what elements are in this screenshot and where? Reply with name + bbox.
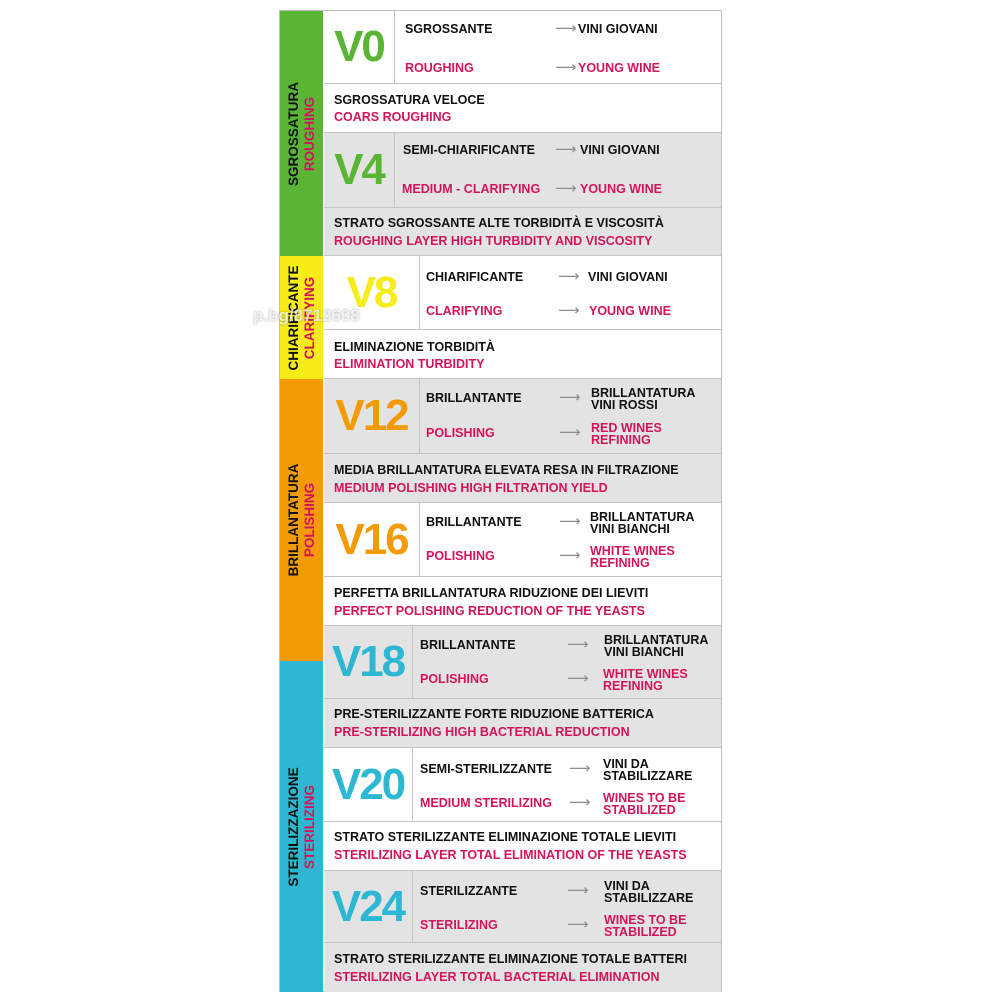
filter-v24-type-en: STERILIZING bbox=[420, 918, 498, 932]
category-sterilizing-label bbox=[286, 767, 318, 886]
filter-v8-type-en: CLARIFYING bbox=[426, 304, 503, 318]
filter-v24-desc-it: STRATO STERILIZZANTE ELIMINAZIONE TOTALE BATTERI bbox=[334, 952, 687, 966]
category-polishing-en: POLISHING bbox=[301, 482, 317, 558]
filter-v12-row bbox=[324, 379, 721, 454]
right-arrow-icon: ⟶ bbox=[558, 302, 580, 319]
right-arrow-icon: ⟶ bbox=[555, 20, 577, 37]
filter-v16-code: V16 bbox=[335, 514, 408, 564]
filter-v20-use-it-2: STABILIZZARE bbox=[603, 769, 693, 783]
filter-v20-type-en: MEDIUM STERILIZING bbox=[420, 796, 552, 810]
filter-v16-description bbox=[324, 577, 721, 626]
filter-v4-type-it: SEMI-CHIARIFICANTE bbox=[403, 143, 535, 157]
filter-v4-type-en: MEDIUM - CLARIFYING bbox=[402, 182, 541, 196]
category-sterilizing-en: STERILIZING bbox=[301, 784, 317, 869]
filter-v0-desc-it: SGROSSATURA VELOCE bbox=[334, 93, 485, 107]
filter-v4-desc-it: STRATO SGROSSANTE ALTE TORBIDITÀ E VISCOSITÀ bbox=[334, 216, 664, 230]
right-arrow-icon: ⟶ bbox=[555, 59, 577, 76]
category-roughing-it: SGROSSATURA bbox=[285, 81, 301, 186]
category-polishing-label bbox=[286, 464, 318, 577]
filter-v0-use-en: YOUNG WINE bbox=[578, 61, 660, 75]
filter-v20-use-en-1: WINES TO BE bbox=[603, 791, 686, 805]
filter-v4-code: V4 bbox=[334, 145, 384, 194]
right-arrow-icon: ⟶ bbox=[559, 547, 581, 564]
filter-v0-row bbox=[324, 11, 721, 84]
filter-v12-desc-en: MEDIUM POLISHING HIGH FILTRATION YIELD bbox=[334, 481, 608, 495]
filter-v8-use-it: VINI GIOVANI bbox=[588, 270, 668, 284]
filter-v16-use-en-1: WHITE WINES bbox=[590, 544, 675, 558]
filter-v20-type-it: SEMI-STERILIZZANTE bbox=[420, 762, 552, 776]
filter-v20-use-it-1: VINI DA bbox=[603, 757, 649, 771]
filter-v20-row bbox=[324, 748, 721, 822]
filter-v4-use-en: YOUNG WINE bbox=[580, 182, 662, 196]
filter-v0-type-it: SGROSSANTE bbox=[405, 22, 493, 36]
filter-v18-use-en-2: REFINING bbox=[603, 679, 663, 693]
filter-v4-desc-en: ROUGHING LAYER HIGH TURBIDITY AND VISCOSITY bbox=[334, 234, 653, 248]
filter-v8-use-en: YOUNG WINE bbox=[589, 304, 671, 318]
filter-v4-use-it: VINI GIOVANI bbox=[580, 143, 660, 157]
filter-v20-desc-en: STERILIZING LAYER TOTAL ELIMINATION OF THE YEASTS bbox=[334, 848, 687, 862]
filter-v8-description bbox=[324, 330, 721, 379]
category-clarifying-it: CHIARIFICANTE bbox=[285, 265, 301, 370]
right-arrow-icon: ⟶ bbox=[569, 760, 591, 777]
filter-v18-description bbox=[324, 699, 721, 748]
filter-v16-use-it-2: VINI BIANCHI bbox=[590, 522, 670, 536]
filter-v12-description bbox=[324, 454, 721, 503]
filter-v8-desc-en: ELIMINATION TURBIDITY bbox=[334, 357, 485, 371]
filter-v18-use-en-1: WHITE WINES bbox=[603, 667, 688, 681]
filter-v4-row bbox=[324, 133, 721, 208]
filter-v12-desc-it: MEDIA BRILLANTATURA ELEVATA RESA IN FILTRAZIONE bbox=[334, 463, 679, 477]
filter-v8-code: V8 bbox=[346, 267, 397, 317]
filter-v16-use-it-1: BRILLANTATURA bbox=[590, 510, 695, 524]
filter-v18-row bbox=[324, 626, 721, 699]
filter-v24-desc-en: STERILIZING LAYER TOTAL BACTERIAL ELIMINATION bbox=[334, 970, 660, 984]
filter-v0-desc-en: COARS ROUGHING bbox=[334, 110, 452, 124]
filter-v12-use-it-1: BRILLANTATURA bbox=[591, 386, 696, 400]
filter-v18-use-it-1: BRILLANTATURA bbox=[604, 633, 709, 647]
filter-v20-use-en-2: STABILIZED bbox=[603, 803, 676, 817]
filter-v18-code: V18 bbox=[331, 637, 405, 686]
filter-chart bbox=[279, 10, 722, 992]
filter-v20-desc-it: STRATO STERILIZZANTE ELIMINAZIONE TOTALE LIEVITI bbox=[334, 830, 677, 844]
filter-v16-use-en-2: REFINING bbox=[590, 556, 650, 570]
category-roughing-label bbox=[286, 81, 318, 185]
category-sterilizing-it: STERILIZZAZIONE bbox=[285, 766, 301, 887]
filter-v18-desc-it: PRE-STERILIZZANTE FORTE RIDUZIONE BATTERICA bbox=[334, 707, 654, 721]
filter-v12-use-en-2: REFINING bbox=[591, 433, 651, 447]
filter-v4-description bbox=[324, 208, 721, 256]
category-polishing-it: BRILLANTATURA bbox=[285, 463, 301, 577]
filter-v0-use-it: VINI GIOVANI bbox=[578, 22, 658, 36]
right-arrow-icon: ⟶ bbox=[559, 389, 581, 406]
filter-v24-use-it-2: STABILIZZARE bbox=[604, 891, 694, 905]
filter-v12-type-en: POLISHING bbox=[426, 426, 495, 440]
filter-v12-use-it-2: VINI ROSSI bbox=[591, 398, 658, 412]
right-arrow-icon: ⟶ bbox=[555, 141, 577, 158]
filter-v12-use-en-1: RED WINES bbox=[591, 421, 662, 435]
watermark: p.bg/8712608 bbox=[253, 306, 360, 325]
filter-v16-type-it: BRILLANTANTE bbox=[426, 515, 522, 529]
filter-v24-use-en-2: STABILIZED bbox=[604, 925, 677, 939]
filter-v24-type-it: STERILIZZANTE bbox=[420, 884, 518, 898]
right-arrow-icon: ⟶ bbox=[559, 424, 581, 441]
filter-v0-description bbox=[324, 84, 721, 133]
category-polishing bbox=[280, 379, 323, 661]
category-roughing-en: ROUGHING bbox=[301, 96, 317, 171]
filter-v24-description bbox=[324, 943, 721, 992]
filter-v18-desc-en: PRE-STERILIZING HIGH BACTERIAL REDUCTION bbox=[334, 725, 630, 739]
right-arrow-icon: ⟶ bbox=[567, 670, 589, 687]
right-arrow-icon: ⟶ bbox=[555, 180, 577, 197]
filter-v8-type-it: CHIARIFICANTE bbox=[426, 270, 524, 284]
filter-v16-type-en: POLISHING bbox=[426, 549, 495, 563]
right-arrow-icon: ⟶ bbox=[558, 268, 580, 285]
right-arrow-icon: ⟶ bbox=[567, 916, 589, 933]
right-arrow-icon: ⟶ bbox=[559, 513, 581, 530]
filter-v24-code: V24 bbox=[331, 881, 405, 931]
right-arrow-icon: ⟶ bbox=[567, 882, 589, 899]
right-arrow-icon: ⟶ bbox=[569, 794, 591, 811]
filter-v0-type-en: ROUGHING bbox=[405, 61, 474, 75]
filter-v18-type-en: POLISHING bbox=[420, 672, 489, 686]
filter-v18-use-it-2: VINI BIANCHI bbox=[604, 645, 684, 659]
filter-v24-row bbox=[324, 871, 721, 943]
filter-v16-desc-en: PERFECT POLISHING REDUCTION OF THE YEASTS bbox=[334, 604, 645, 618]
filter-v18-type-it: BRILLANTANTE bbox=[420, 638, 516, 652]
filter-v24-use-it-1: VINI DA bbox=[604, 879, 650, 893]
filter-v24-use-en-1: WINES TO BE bbox=[604, 913, 687, 927]
filter-v8-row bbox=[324, 256, 721, 330]
right-arrow-icon: ⟶ bbox=[567, 636, 589, 653]
filter-v16-desc-it: PERFETTA BRILLANTATURA RIDUZIONE DEI LIEVITI bbox=[334, 586, 649, 600]
filter-v0-code: V0 bbox=[334, 22, 384, 71]
filter-v8-desc-it: ELIMINAZIONE TORBIDITÀ bbox=[334, 340, 495, 354]
filter-v20-description bbox=[324, 822, 721, 871]
category-sterilizing bbox=[280, 661, 323, 992]
filter-v16-row bbox=[324, 503, 721, 577]
filter-v12-type-it: BRILLANTANTE bbox=[426, 391, 522, 405]
filter-v12-code: V12 bbox=[335, 391, 408, 440]
category-clarifying-en: CLARIFYING bbox=[301, 276, 317, 359]
category-roughing bbox=[280, 11, 323, 256]
filter-v20-code: V20 bbox=[331, 759, 405, 809]
